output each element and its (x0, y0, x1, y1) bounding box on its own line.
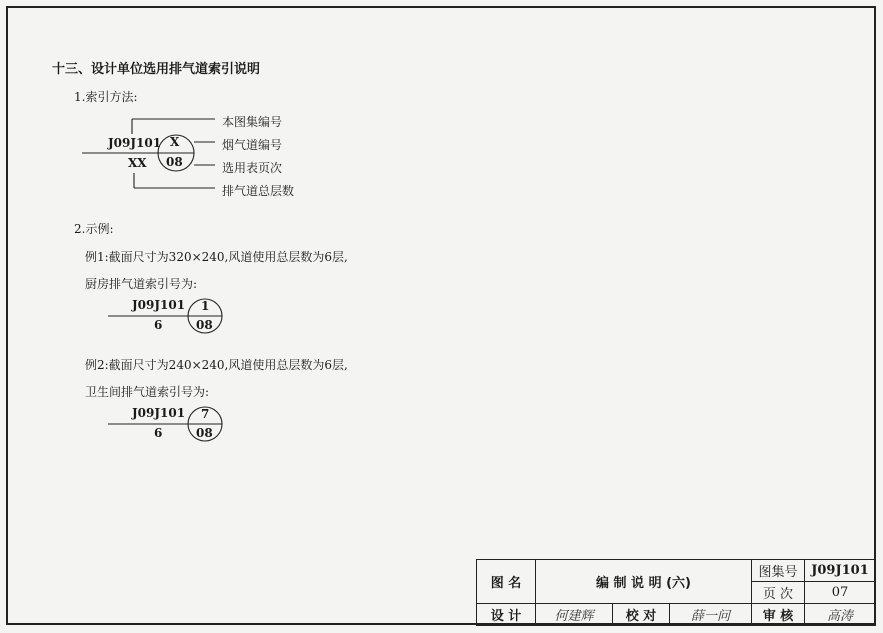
design-signature: 何建辉 (536, 604, 613, 626)
example1-code: J09J101 (132, 298, 186, 312)
example2-circle-top: 7 (201, 407, 210, 421)
index-code: J09J101 (108, 136, 162, 150)
label-total-floors: 排气道总层数 (222, 184, 295, 198)
index-circle-top: X (170, 135, 180, 149)
title-block (476, 559, 876, 626)
review-signature: 高涛 (805, 604, 876, 626)
example1-line1: 例1:截面尺寸为320×240,风道使用总层数为6层, (85, 250, 348, 264)
page-number: 07 (805, 582, 876, 604)
design-label: 设 计 (477, 604, 536, 626)
drawing-name-label: 图 名 (477, 560, 536, 604)
example1-circle-top: 1 (201, 299, 210, 313)
example2-code: J09J101 (132, 406, 186, 420)
index-below: XX (128, 156, 147, 170)
check-signature: 薛一问 (670, 604, 752, 626)
section-title: 十三、设计单位选用排气道索引说明 (52, 62, 261, 77)
label-flue-number: 烟气道编号 (222, 138, 283, 152)
page-label: 页 次 (752, 582, 805, 604)
label-table-page: 选用表页次 (222, 161, 283, 175)
atlas-number: J09J101 (805, 560, 876, 582)
example1-line2: 厨房排气道索引号为: (85, 277, 198, 291)
example2-line1: 例2:截面尺寸为240×240,风道使用总层数为6层, (85, 358, 348, 372)
index-circle-bottom: 08 (166, 155, 183, 169)
example2-line2: 卫生间排气道索引号为: (85, 385, 210, 399)
examples-heading: 2.示例: (74, 222, 114, 236)
example1-below: 6 (154, 318, 163, 332)
drawing-name: 编 制 说 明 (六) (536, 560, 752, 604)
example2-below: 6 (154, 426, 163, 440)
example2-circle-bottom: 08 (196, 426, 213, 440)
atlas-label: 图集号 (752, 560, 805, 582)
review-label: 审 核 (752, 604, 805, 626)
check-label: 校 对 (613, 604, 670, 626)
label-atlas-number: 本图集编号 (222, 115, 283, 129)
example1-circle-bottom: 08 (196, 318, 213, 332)
index-method-heading: 1.索引方法: (74, 90, 138, 104)
